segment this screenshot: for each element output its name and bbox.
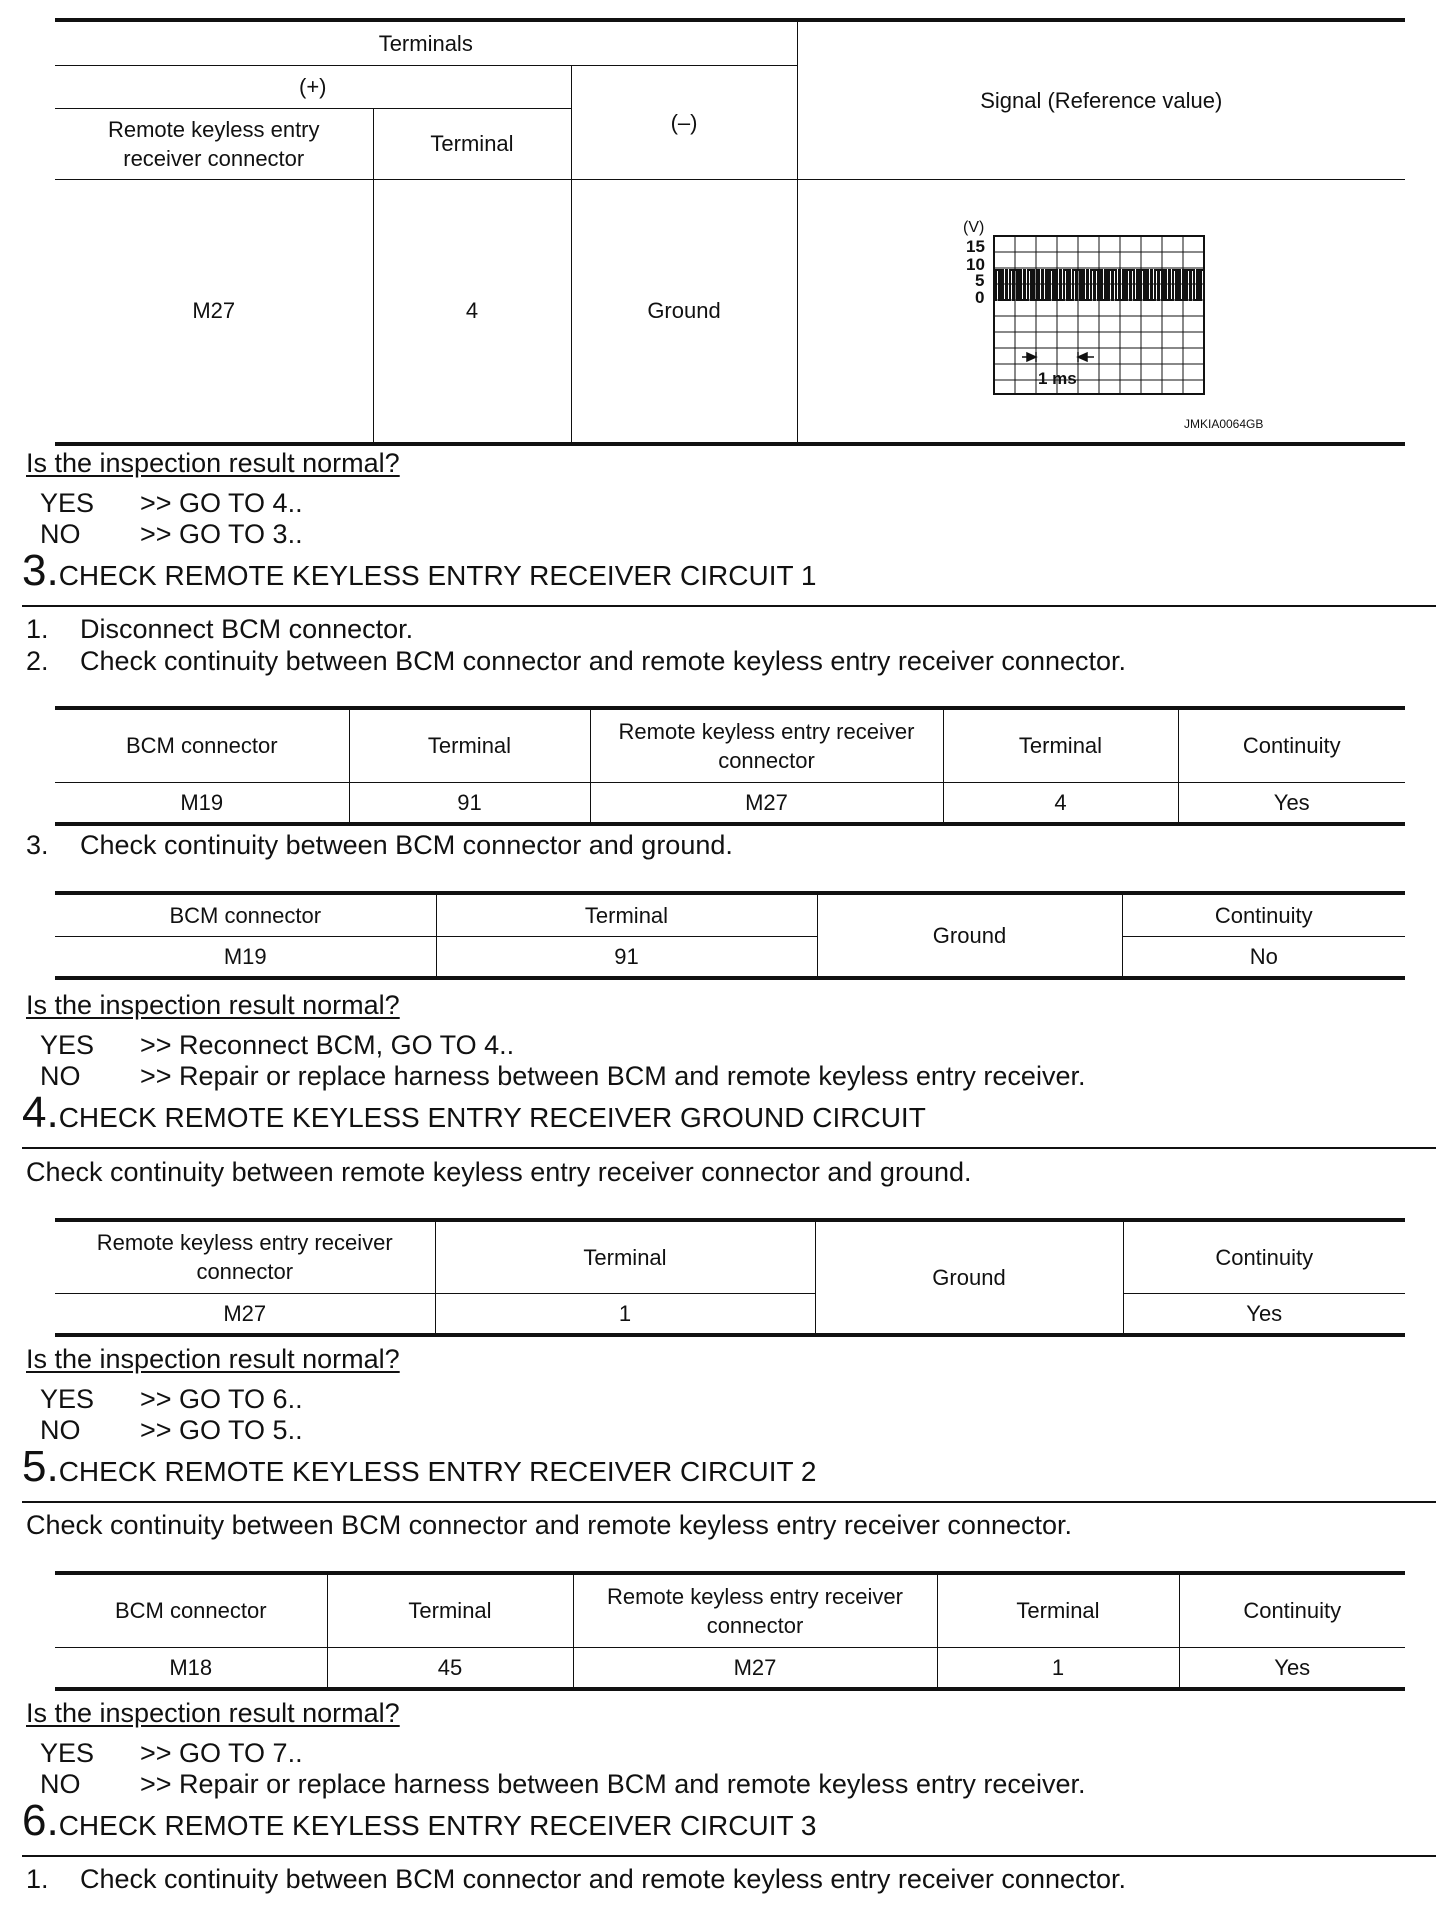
- step-4-heading: [22, 1088, 926, 1138]
- header-bcm-connector: BCM connector: [55, 1573, 327, 1647]
- waveform-v-unit: (V): [962, 218, 984, 236]
- no-action: >> Repair or replace harness between BCM and remote keyless entry receiver.: [140, 1061, 1086, 1091]
- waveform-v-tick-0: 0: [974, 287, 984, 307]
- yes-action: >> GO TO 6..: [140, 1384, 303, 1414]
- signal-waveform-cell: [797, 179, 1405, 444]
- minus-value: Ground: [571, 179, 797, 444]
- waveform-grid: [994, 236, 1204, 394]
- step-3-item-3: [26, 830, 1326, 864]
- step-3-rule: [22, 605, 1436, 607]
- bcm-receiver-continuity-table: [55, 706, 1405, 826]
- no-action: >> GO TO 5..: [140, 1415, 303, 1445]
- cell-bcm-connector: M19: [55, 936, 436, 978]
- answer-yes-1: [40, 488, 1140, 522]
- cell-continuity: Yes: [1179, 1647, 1405, 1689]
- header-terminal: Terminal: [327, 1573, 573, 1647]
- signal-header: Signal (Reference value): [797, 20, 1405, 179]
- waveform-v-tick-15: 15: [965, 236, 985, 256]
- step-5-text: Check continuity between BCM connector and remote keyless entry receiver connector.: [26, 1510, 1073, 1540]
- cell-receiver-connector: M27: [55, 1293, 435, 1335]
- step-4-title: CHECK REMOTE KEYLESS ENTRY RECEIVER GROUND CIRCUIT: [58, 1102, 926, 1133]
- step-6-number: 6.: [22, 1796, 59, 1845]
- answer-yes-3: [40, 1384, 1140, 1418]
- yes-action: >> GO TO 7..: [140, 1738, 303, 1768]
- item-number: 1.: [26, 614, 49, 644]
- inspection-question-4: Is the inspection result normal?: [26, 1698, 400, 1728]
- connector-value: M27: [55, 179, 373, 444]
- cell-continuity: Yes: [1123, 1293, 1405, 1335]
- header-bcm-connector: BCM connector: [55, 893, 436, 936]
- item-number: 3.: [26, 830, 49, 860]
- header-bcm-connector: BCM connector: [55, 708, 349, 782]
- no-label: NO: [40, 1769, 81, 1799]
- bcm-receiver-circuit2-table: [55, 1571, 1405, 1691]
- step-3-title: CHECK REMOTE KEYLESS ENTRY RECEIVER CIRCUIT 1: [58, 560, 817, 591]
- signal-waveform-figure: [798, 180, 1406, 442]
- step-6-heading: [22, 1796, 816, 1846]
- item-text: Check continuity between BCM connector and remote keyless entry receiver connector.: [80, 1864, 1127, 1894]
- header-receiver-connector: Remote keyless entry receiver connector: [590, 708, 943, 782]
- cell-continuity: No: [1122, 936, 1405, 978]
- time-marker: [1022, 352, 1094, 362]
- yes-label: YES: [40, 1738, 95, 1768]
- item-number: 1.: [26, 1864, 49, 1894]
- step-5-number: 5.: [22, 1442, 59, 1491]
- step-6-rule: [22, 1855, 1436, 1857]
- no-action: >> GO TO 3..: [140, 519, 303, 549]
- step-6-item-1: [26, 1864, 1326, 1898]
- answer-yes-4: [40, 1738, 1240, 1772]
- terminal-header: Terminal: [373, 108, 571, 179]
- connector-header: Remote keyless entry receiver connector: [55, 108, 373, 179]
- yes-label: YES: [40, 488, 95, 518]
- cell-terminal: 1: [435, 1293, 815, 1335]
- inspection-question-3: Is the inspection result normal?: [26, 1344, 400, 1374]
- yes-label: YES: [40, 1384, 95, 1414]
- cell-terminal: 4: [943, 782, 1178, 824]
- cell-continuity: Yes: [1178, 782, 1405, 824]
- step-5-rule: [22, 1501, 1436, 1503]
- header-terminal: Terminal: [943, 708, 1178, 782]
- cell-terminal: 45: [327, 1647, 573, 1689]
- step-6-title: CHECK REMOTE KEYLESS ENTRY RECEIVER CIRCUIT 3: [58, 1810, 817, 1841]
- waveform-trace: [994, 270, 1204, 300]
- no-label: NO: [40, 519, 81, 549]
- header-continuity: Continuity: [1123, 1220, 1405, 1293]
- minus-header: (–): [571, 65, 797, 179]
- figure-id: JMKIA0064GB: [1183, 416, 1263, 431]
- step-3-heading: [22, 546, 816, 596]
- item-text: Check continuity between BCM connector and remote keyless entry receiver connector.: [80, 646, 1127, 676]
- header-receiver-connector: Remote keyless entry receiver connector: [573, 1573, 937, 1647]
- item-text: Check continuity between BCM connector and ground.: [80, 830, 733, 860]
- cell-terminal: 91: [436, 936, 817, 978]
- cell-receiver-connector: M27: [573, 1647, 937, 1689]
- header-terminal: Terminal: [435, 1220, 815, 1293]
- header-terminal: Terminal: [937, 1573, 1179, 1647]
- plus-header: (+): [55, 65, 571, 108]
- step-5-title: CHECK REMOTE KEYLESS ENTRY RECEIVER CIRCUIT 2: [58, 1456, 817, 1487]
- cell-receiver-connector: M27: [590, 782, 943, 824]
- inspection-question-2: Is the inspection result normal?: [26, 990, 400, 1020]
- step-4-number: 4.: [22, 1088, 59, 1137]
- yes-action: >> GO TO 4..: [140, 488, 303, 518]
- header-continuity: Continuity: [1179, 1573, 1405, 1647]
- cell-bcm-connector: M19: [55, 782, 349, 824]
- waveform-v-tick-10: 10: [965, 254, 985, 274]
- waveform-time-label: 1 ms: [1037, 368, 1077, 388]
- cell-terminal: 1: [937, 1647, 1179, 1689]
- step-4-rule: [22, 1147, 1436, 1149]
- no-label: NO: [40, 1415, 81, 1445]
- cell-ground: Ground: [815, 1220, 1123, 1335]
- step-5-heading: [22, 1442, 816, 1492]
- bcm-ground-continuity-table: [55, 891, 1405, 980]
- header-continuity: Continuity: [1122, 893, 1405, 936]
- header-receiver-connector: Remote keyless entry receiver connector: [55, 1220, 435, 1293]
- step-3-item-1: [26, 614, 1326, 648]
- cell-bcm-connector: M18: [55, 1647, 327, 1689]
- item-text: Disconnect BCM connector.: [80, 614, 414, 644]
- cell-terminal: 91: [349, 782, 590, 824]
- step-3-number: 3.: [22, 546, 59, 595]
- header-terminal: Terminal: [436, 893, 817, 936]
- no-action: >> Repair or replace harness between BCM and remote keyless entry receiver.: [140, 1769, 1086, 1799]
- terminal-value: 4: [373, 179, 571, 444]
- terminal-signal-table: [55, 18, 1405, 446]
- step-3-item-2: [26, 646, 1326, 680]
- cell-ground: Ground: [817, 893, 1122, 978]
- step-4-text: Check continuity between remote keyless entry receiver connector and ground.: [26, 1157, 972, 1187]
- waveform-v-tick-5: 5: [974, 270, 984, 290]
- item-number: 2.: [26, 646, 49, 676]
- terminals-header: Terminals: [55, 20, 797, 65]
- yes-label: YES: [40, 1030, 95, 1060]
- receiver-ground-continuity-table: [55, 1218, 1405, 1337]
- inspection-question-1: Is the inspection result normal?: [26, 448, 400, 478]
- header-continuity: Continuity: [1178, 708, 1405, 782]
- yes-action: >> Reconnect BCM, GO TO 4..: [140, 1030, 515, 1060]
- header-terminal: Terminal: [349, 708, 590, 782]
- no-label: NO: [40, 1061, 81, 1091]
- answer-yes-2: [40, 1030, 1240, 1064]
